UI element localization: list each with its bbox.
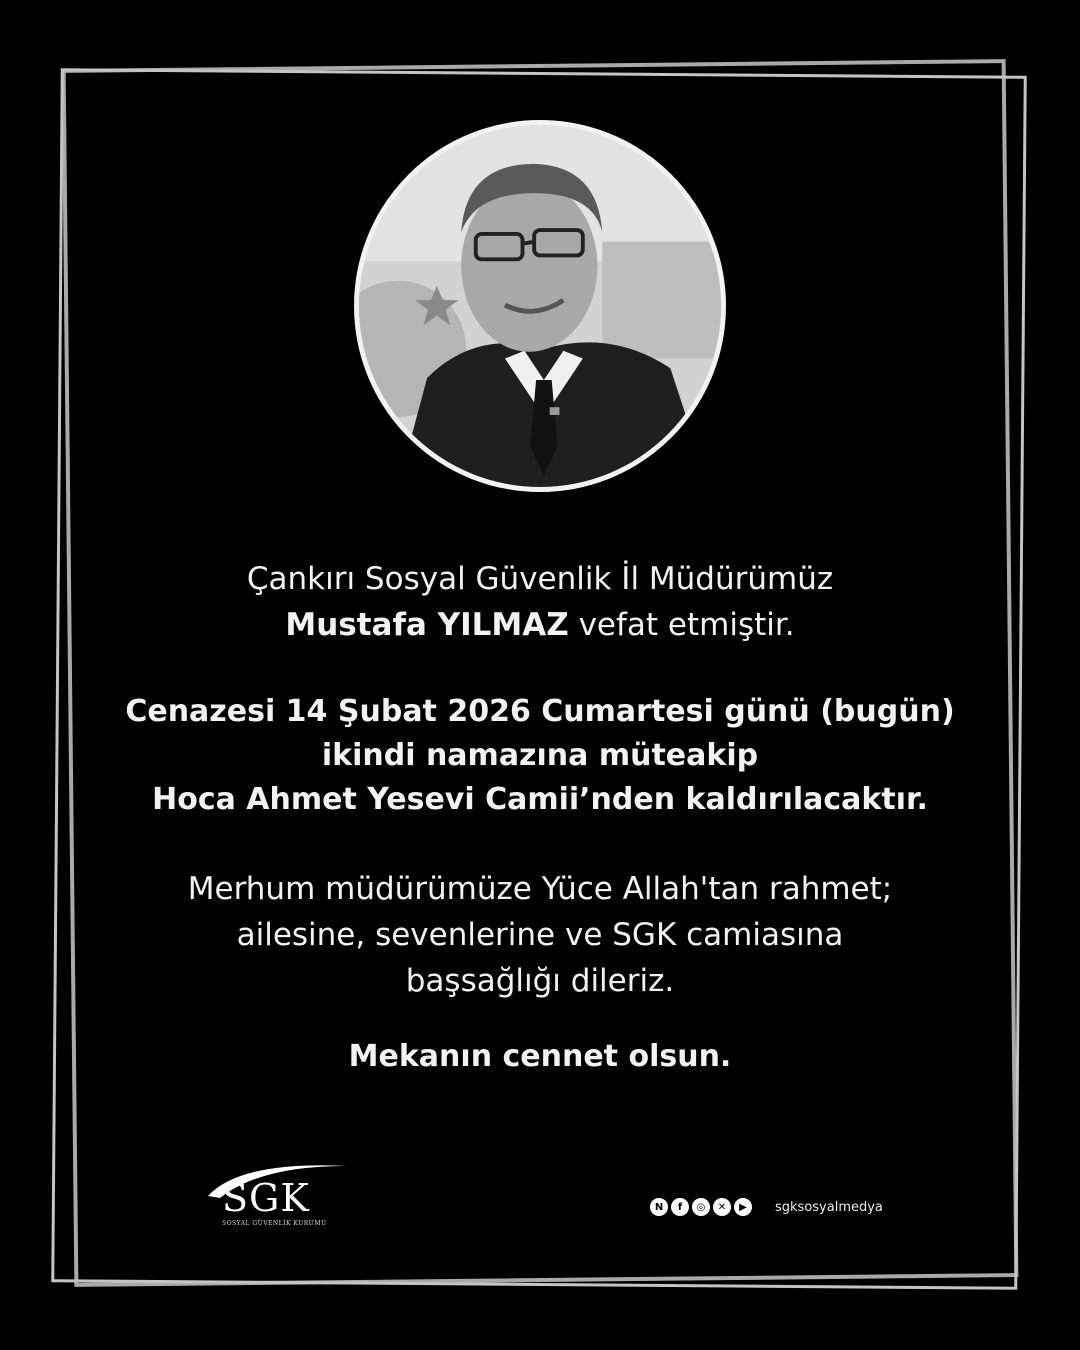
funeral-info <box>0 690 1080 822</box>
sgk-logo-subtitle: SOSYAL GÜVENLİK KURUMU <box>222 1220 327 1227</box>
condolence-line-1: Merhum müdürümüze Yüce Allah'tan rahmet; <box>187 871 893 907</box>
sgk-logo-text: SGK <box>222 1176 310 1220</box>
condolence-line-2: ailesine, sevenlerine ve SGK camiasına <box>236 917 844 953</box>
facebook-icon[interactable]: f <box>671 1198 689 1216</box>
nsosyal-icon[interactable]: N <box>650 1198 668 1216</box>
funeral-line-2: ikindi namazına müteakip <box>321 738 759 773</box>
social-media-bar <box>650 1196 883 1218</box>
instagram-icon[interactable]: ◎ <box>692 1198 710 1216</box>
intro-line-2-rest: vefat etmiştir. <box>568 607 795 643</box>
condolence-text <box>0 866 1080 1004</box>
youtube-icon[interactable]: ▶ <box>734 1198 752 1216</box>
sgk-logo <box>200 1156 360 1236</box>
condolence-line-3: başsağlığı dileriz. <box>405 963 675 999</box>
closing-text <box>0 1034 1080 1080</box>
intro-line-2 <box>0 602 1080 648</box>
funeral-line-1: Cenazesi 14 Şubat 2026 Cumartesi günü (bugün) <box>125 694 955 729</box>
intro-line-1: Çankırı Sosyal Güvenlik İl Müdürümüz <box>246 561 834 597</box>
portrait-photo <box>354 120 726 492</box>
deceased-name: Mustafa YILMAZ <box>285 607 569 643</box>
social-handle[interactable]: sgksosyalmedya <box>775 1199 883 1215</box>
funeral-line-3: Hoca Ahmet Yesevi Camii’nden kaldırılacaktır. <box>152 782 928 817</box>
closing-line: Mekanın cennet olsun. <box>348 1039 732 1074</box>
x-icon[interactable]: ✕ <box>713 1198 731 1216</box>
intro-text <box>0 556 1080 648</box>
